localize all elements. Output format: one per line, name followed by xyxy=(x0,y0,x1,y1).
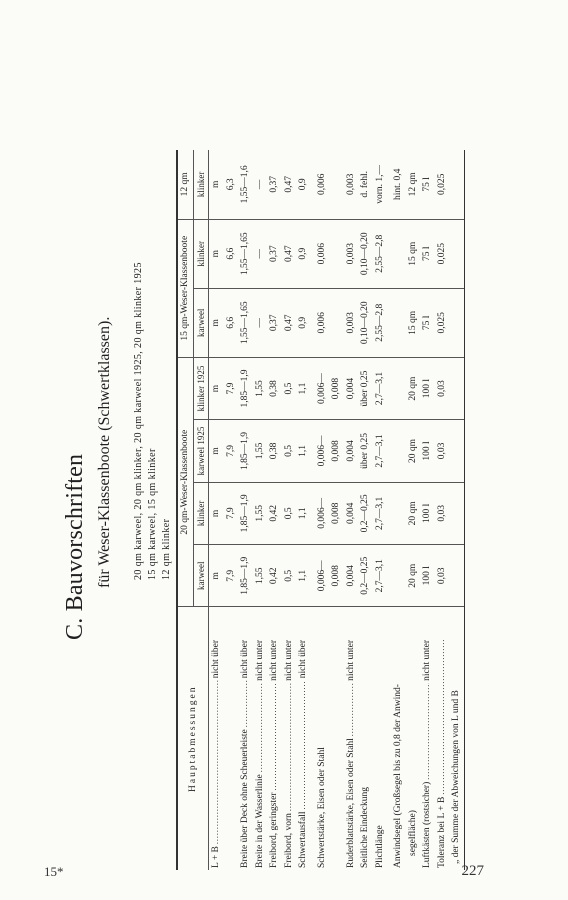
value-cell: 7,9 xyxy=(224,482,239,544)
row-label: Schwertausfall xyxy=(298,811,308,868)
value-cell xyxy=(449,150,464,219)
value-cell: 75 l xyxy=(420,219,435,288)
value-cell xyxy=(387,288,406,357)
row-label-cell xyxy=(373,607,388,870)
row-label-cell xyxy=(344,607,359,870)
value-cell: über 0,25 xyxy=(358,420,373,482)
value-cell: hint. 0,4 xyxy=(387,150,406,219)
value-cell: — xyxy=(253,219,268,288)
value-cell xyxy=(449,482,464,544)
value-cell xyxy=(387,545,406,607)
value-cell: 7,9 xyxy=(224,357,239,419)
value-cell: 7,9 xyxy=(224,545,239,607)
rotated-page-content xyxy=(0,120,568,900)
value-cell: 0,5 xyxy=(282,357,297,419)
sub-header-cell: karweel xyxy=(193,545,209,607)
section-subtitle: für Weser-Klassenboote (Schwertklassen). xyxy=(96,316,113,588)
value-cell: 0,006— xyxy=(311,545,330,607)
sub-header-cell: karweel 1925 xyxy=(193,420,209,482)
table-row xyxy=(238,150,253,870)
row-label: Schwertstärke, Eisen oder Stahl xyxy=(316,747,327,868)
row-label-cell xyxy=(224,607,239,870)
value-cell: 75 l xyxy=(420,288,435,357)
value-cell: m xyxy=(209,288,224,357)
value-cell: 0,47 xyxy=(282,150,297,219)
value-cell: 0,03 xyxy=(435,357,450,419)
value-cell xyxy=(449,357,464,419)
sub-header-cell: klinker 1925 xyxy=(193,357,209,419)
value-cell: 0,006 xyxy=(311,288,330,357)
value-cell: 0,03 xyxy=(435,420,450,482)
value-cell: 2,55—2,8 xyxy=(373,219,388,288)
value-cell: 100 l xyxy=(420,357,435,419)
value-cell: 2,7—3,1 xyxy=(373,357,388,419)
value-cell: m xyxy=(209,545,224,607)
value-cell: 0,006 xyxy=(311,150,330,219)
value-cell: 1,1 xyxy=(296,420,311,482)
value-cell: 1,55 xyxy=(253,420,268,482)
table-row xyxy=(209,150,224,870)
value-cell: 0,025 xyxy=(435,150,450,219)
value-cell: 20 qm xyxy=(406,357,421,419)
value-cell xyxy=(387,420,406,482)
value-cell: 0,03 xyxy=(435,482,450,544)
value-cell: 2,7—3,1 xyxy=(373,420,388,482)
table-body xyxy=(209,150,465,870)
value-cell: 0,2—0,25 xyxy=(358,545,373,607)
row-label-cell xyxy=(311,607,330,870)
value-cell: 0,38 xyxy=(267,357,282,419)
table-row xyxy=(406,150,421,870)
value-cell: 0,003 xyxy=(344,150,359,219)
value-cell: 0,025 xyxy=(435,219,450,288)
row-label-cell xyxy=(209,607,224,870)
value-cell: 0,10—0,20 xyxy=(358,219,373,288)
value-cell: 2,7—3,1 xyxy=(373,482,388,544)
value-cell: 0,42 xyxy=(267,545,282,607)
value-cell: 1,85—1,9 xyxy=(238,420,253,482)
value-cell: 0,37 xyxy=(267,219,282,288)
value-cell: m xyxy=(209,420,224,482)
table-row xyxy=(296,150,311,870)
value-cell: 0,42 xyxy=(267,482,282,544)
construction-rules-table xyxy=(176,150,465,870)
table-row xyxy=(435,150,450,870)
value-cell: m xyxy=(209,219,224,288)
value-cell: 0,008 xyxy=(329,420,344,482)
row-condition: nicht unter xyxy=(269,640,279,681)
value-cell: 0,9 xyxy=(296,288,311,357)
value-cell: 0,006— xyxy=(311,357,330,419)
value-cell: 0,5 xyxy=(282,420,297,482)
value-cell: 0,008 xyxy=(329,482,344,544)
row-label-cell xyxy=(406,607,421,870)
row-condition: nicht unter xyxy=(422,640,432,681)
value-cell: 0,006— xyxy=(311,482,330,544)
sub-header-cell: klinker xyxy=(193,482,209,544)
row-label: L + B xyxy=(211,846,221,868)
row-label-cell xyxy=(329,607,344,870)
folio-mark: 15* xyxy=(44,864,64,879)
value-cell xyxy=(449,545,464,607)
value-cell: 1,1 xyxy=(296,482,311,544)
value-cell xyxy=(449,219,464,288)
value-cell: 100 l xyxy=(420,482,435,544)
group-header-15qm: 15 qm-Weser-Klassenboote xyxy=(177,219,193,357)
value-cell xyxy=(387,219,406,288)
value-cell: 6,3 xyxy=(224,150,239,219)
value-cell: 20 qm xyxy=(406,482,421,544)
group-header-20qm: 20 qm-Weser-Klassenboote xyxy=(177,357,193,607)
value-cell: 100 l xyxy=(420,420,435,482)
value-cell: 7,9 xyxy=(224,420,239,482)
value-cell: 1,85—1,9 xyxy=(238,357,253,419)
row-condition: nicht unter xyxy=(283,640,294,681)
value-cell: 0,10—0,20 xyxy=(358,288,373,357)
value-cell: 0,2—0,25 xyxy=(358,482,373,544)
row-label-cell xyxy=(358,607,373,870)
row-condition: nicht über xyxy=(240,640,250,679)
row-label: segelfläche) xyxy=(408,809,418,868)
row-label-cell xyxy=(420,607,435,870)
table-row xyxy=(449,150,464,870)
table-row xyxy=(387,150,406,870)
value-cell: 0,03 xyxy=(435,545,450,607)
class-note: 15 qm karweel, 15 qm klinker xyxy=(147,448,158,580)
page-number: 227 xyxy=(461,863,484,879)
value-cell xyxy=(329,150,344,219)
sub-header-cell: karweel xyxy=(193,288,209,357)
value-cell: 0,47 xyxy=(282,219,297,288)
row-label-cell xyxy=(435,607,450,870)
value-cell: 0,47 xyxy=(282,288,297,357)
value-cell: 1,55 xyxy=(253,545,268,607)
table-row xyxy=(373,150,388,870)
row-condition: nicht über xyxy=(211,640,221,679)
value-cell: 20 qm xyxy=(406,420,421,482)
value-cell: — xyxy=(253,150,268,219)
class-note: 12 qm klinker xyxy=(161,518,172,580)
value-cell xyxy=(387,357,406,419)
table-row xyxy=(358,150,373,870)
value-cell: 12 qm xyxy=(406,150,421,219)
value-cell: 0,008 xyxy=(329,545,344,607)
row-condition: nicht unter xyxy=(254,640,265,681)
value-cell: 1,85—1,9 xyxy=(238,545,253,607)
table-row xyxy=(224,150,239,870)
row-label: Ruderblattstärke, Eisen oder Stahl xyxy=(345,738,356,868)
row-label: „ der Summe der Abweichungen von L und B xyxy=(451,689,461,868)
value-cell: m xyxy=(209,150,224,219)
table-row xyxy=(267,150,282,870)
value-cell: über 0,25 xyxy=(358,357,373,419)
value-cell: d. fehl. xyxy=(358,150,373,219)
value-cell: 1,55—1,65 xyxy=(238,288,253,357)
value-cell: m xyxy=(209,357,224,419)
row-label: Plichtlänge xyxy=(374,825,385,868)
value-cell: 0,38 xyxy=(267,420,282,482)
row-label: Breite in der Wasserlinie xyxy=(254,774,265,868)
value-cell: 1,55 xyxy=(253,482,268,544)
value-cell: 0,37 xyxy=(267,150,282,219)
row-label: Freibord, vorn xyxy=(283,813,294,868)
value-cell: 1,55—1,65 xyxy=(238,219,253,288)
value-cell: 6,6 xyxy=(224,288,239,357)
dimensions-header: Hauptabmessungen xyxy=(177,607,209,870)
value-cell xyxy=(329,219,344,288)
row-label-cell xyxy=(449,607,464,870)
value-cell: — xyxy=(253,288,268,357)
row-label-cell xyxy=(282,607,297,870)
value-cell: 1,55—1,6 xyxy=(238,150,253,219)
row-label-cell xyxy=(296,607,311,870)
row-label-cell xyxy=(253,607,268,870)
row-label-cell xyxy=(387,607,406,870)
section-title: C. Bauvorschriften xyxy=(62,453,88,640)
value-cell: vorn. 1,— xyxy=(373,150,388,219)
value-cell: 1,85—1,9 xyxy=(238,482,253,544)
row-label: Breite über Deck ohne Scheuerleiste xyxy=(240,729,250,868)
value-cell: 1,1 xyxy=(296,357,311,419)
value-cell: 1,55 xyxy=(253,357,268,419)
value-cell: 0,008 xyxy=(329,357,344,419)
table-row xyxy=(344,150,359,870)
row-label: Toleranz bei L + B xyxy=(436,796,447,868)
value-cell xyxy=(449,420,464,482)
table-row xyxy=(282,150,297,870)
value-cell: 0,004 xyxy=(344,482,359,544)
value-cell: 0,004 xyxy=(344,420,359,482)
value-cell: 0,006 xyxy=(311,219,330,288)
table-row xyxy=(253,150,268,870)
value-cell: 0,004 xyxy=(344,357,359,419)
value-cell: 0,003 xyxy=(344,219,359,288)
row-label: Anwindsegel (Großsegel bis zu 0,8 der Anwind- xyxy=(393,684,403,868)
row-label: Freibord, geringster xyxy=(269,792,279,868)
row-condition: nicht unter xyxy=(345,640,356,681)
group-header-12qm: 12 qm xyxy=(177,150,193,219)
row-condition: nicht über xyxy=(298,640,308,679)
row-label-cell xyxy=(267,607,282,870)
value-cell: 0,003 xyxy=(344,288,359,357)
value-cell: 6,6 xyxy=(224,219,239,288)
value-cell: 100 l xyxy=(420,545,435,607)
value-cell: 0,025 xyxy=(435,288,450,357)
value-cell: 0,5 xyxy=(282,545,297,607)
value-cell: 0,5 xyxy=(282,482,297,544)
row-label: Luftkästen (rostsicher) xyxy=(422,781,432,868)
value-cell: 0,37 xyxy=(267,288,282,357)
sub-header-cell: klinker xyxy=(193,150,209,219)
row-label: Seitliche Eindeckung xyxy=(360,787,370,868)
value-cell: 2,55—2,8 xyxy=(373,288,388,357)
value-cell: 2,7—3,1 xyxy=(373,545,388,607)
value-cell xyxy=(329,288,344,357)
table-row xyxy=(329,150,344,870)
table-row xyxy=(420,150,435,870)
row-label-cell xyxy=(238,607,253,870)
value-cell: 0,9 xyxy=(296,219,311,288)
value-cell: 15 qm xyxy=(406,219,421,288)
class-note: 20 qm karweel, 20 qm klinker, 20 qm karweel 1925, 20 qm klinker 1925 xyxy=(133,262,144,580)
value-cell xyxy=(449,288,464,357)
value-cell: 0,006— xyxy=(311,420,330,482)
value-cell: 20 qm xyxy=(406,545,421,607)
value-cell: 1,1 xyxy=(296,545,311,607)
table-row xyxy=(311,150,330,870)
value-cell: 0,9 xyxy=(296,150,311,219)
value-cell: 0,004 xyxy=(344,545,359,607)
value-cell: 15 qm xyxy=(406,288,421,357)
sub-header-cell: klinker xyxy=(193,219,209,288)
boat-class-list xyxy=(132,262,174,580)
value-cell: m xyxy=(209,482,224,544)
value-cell xyxy=(387,482,406,544)
value-cell: 75 l xyxy=(420,150,435,219)
